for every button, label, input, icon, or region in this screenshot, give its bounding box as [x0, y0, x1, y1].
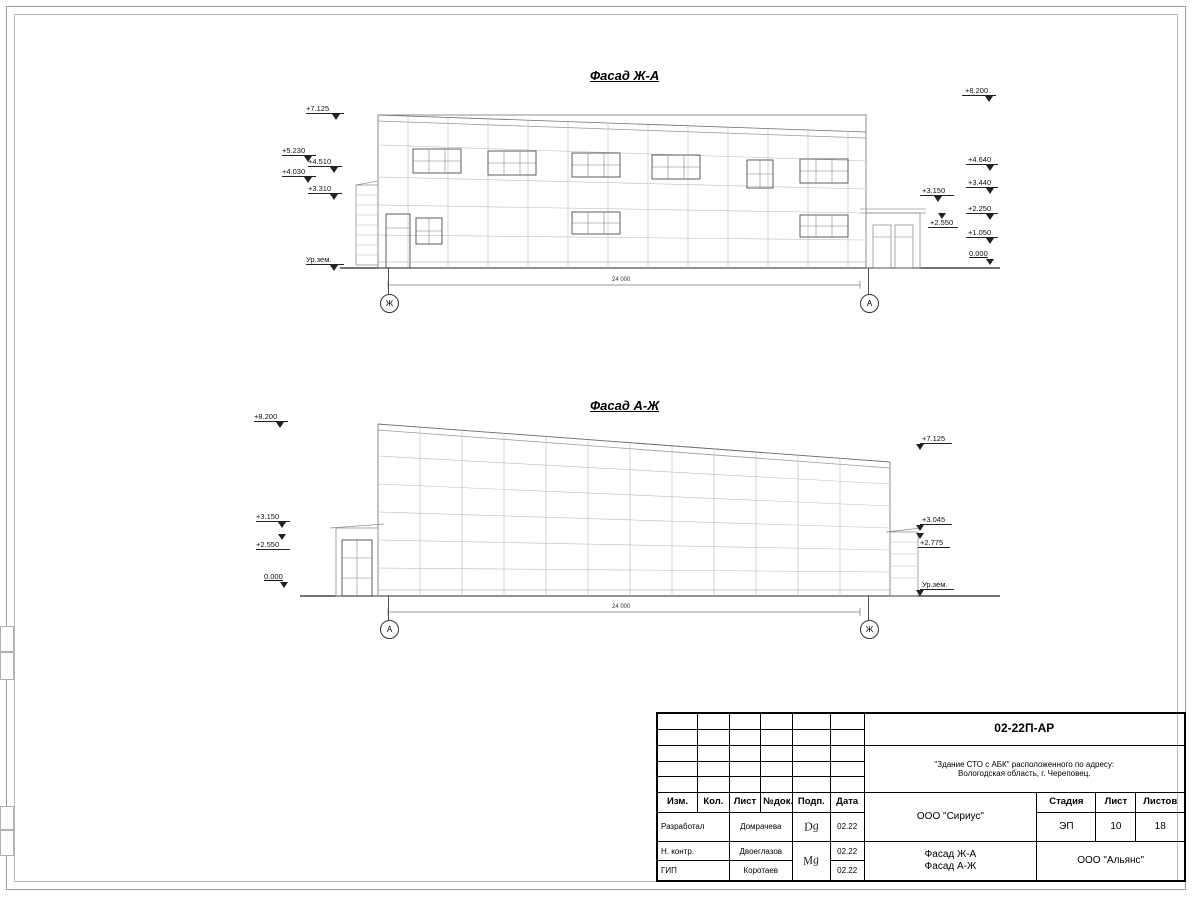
elev1-level-right-5: +2.250	[968, 204, 992, 213]
elev2-level-left-0: +8.200	[254, 412, 278, 421]
elev1-level-left-4-mark	[330, 194, 338, 200]
stamp-blank-cell	[658, 761, 698, 777]
title-block	[656, 712, 1186, 882]
stamp-col-podp: Подп.	[792, 793, 830, 813]
stamp-blank-cell	[830, 745, 864, 761]
elev1-level-right-5-mark	[986, 214, 994, 220]
elev1-level-right-2-mark	[986, 188, 994, 194]
elev1-level-left-0: +7.125	[306, 104, 330, 113]
elev2-level-left-2-mark	[278, 534, 286, 540]
stamp-blank-cell	[658, 777, 698, 793]
stage-value: ЭП	[1037, 812, 1096, 841]
object-description-line1: "Здание СТО с АБК" расположенного по адресу:	[934, 759, 1115, 769]
elev2-ground-line	[920, 589, 954, 590]
elev1-level-right-1-mark	[986, 165, 994, 171]
stamp-blank-cell	[830, 729, 864, 745]
elev1-level-right-6: +1.050	[968, 228, 992, 237]
sheet-title-line1: Фасад Ж-А	[924, 849, 977, 861]
elev1-level-right-1: +4.640	[968, 155, 992, 164]
elev1-axis-left: Ж	[380, 294, 399, 313]
stamp-blank-cell	[761, 714, 793, 730]
left-margin-strip-3	[0, 806, 14, 830]
elev1-ground-line	[306, 264, 344, 265]
role-developer: Разработал	[658, 812, 730, 841]
elev2-level-right-2-line	[918, 547, 950, 548]
date-developer: 02.22	[830, 812, 864, 841]
elev2-axis-right: Ж	[860, 620, 879, 639]
elev1-level-right-7-mark	[986, 259, 994, 265]
date-gip: 02.22	[830, 861, 864, 881]
stamp-blank-cell	[761, 761, 793, 777]
elevation-1-drawing	[300, 85, 1020, 315]
stamp-blank-cell	[729, 745, 761, 761]
elevation-2-title: Фасад А-Ж	[590, 398, 660, 413]
elev2-level-left-1-mark	[278, 522, 286, 528]
role-gip: ГИП	[658, 861, 730, 881]
stamp-blank-cell	[729, 714, 761, 730]
sheet-title-line2: Фасад А-Ж	[924, 860, 977, 872]
elevation-1-svg	[300, 85, 1020, 315]
elev1-level-left-4: +3.310	[308, 184, 332, 193]
sheet-title	[864, 841, 1037, 880]
elev2-level-right-0-mark	[916, 444, 924, 450]
elev1-level-right-4-line	[928, 227, 958, 228]
elev2-level-right-0: +7.125	[922, 434, 946, 443]
stamp-blank-cell	[761, 729, 793, 745]
signature-norm-control	[792, 841, 830, 880]
signature-glyph: Dg	[802, 817, 820, 834]
elev1-level-left-2: +4.510	[308, 157, 332, 166]
stamp-blank-cell	[698, 777, 730, 793]
elev1-level-right-4-mark	[938, 213, 946, 219]
left-margin-strip-4	[0, 830, 14, 856]
elev1-axis-right: А	[860, 294, 879, 313]
elev1-level-right-2: +3.440	[968, 178, 992, 187]
object-description	[864, 745, 1184, 793]
stamp-blank-cell	[729, 761, 761, 777]
designer-company: ООО "Сириус"	[864, 793, 1037, 842]
stamp-blank-cell	[698, 761, 730, 777]
elev2-axis-left-stem	[388, 596, 389, 620]
stamp-blank-cell	[792, 745, 830, 761]
drawing-number: 02-22П-АР	[864, 714, 1184, 746]
role-norm-control: Н. контр.	[658, 841, 730, 861]
sheet-value: 10	[1096, 812, 1136, 841]
elev2-level-right-1-line	[920, 524, 952, 525]
stamp-blank-cell	[761, 777, 793, 793]
elev1-level-right-0: +8.200	[965, 86, 989, 95]
stamp-blank-cell	[698, 714, 730, 730]
elev2-level-right-2: +2.775	[920, 538, 944, 547]
name-developer: Домрачева	[729, 812, 792, 841]
stamp-col-ndok: №док.	[761, 793, 793, 813]
elev2-level-left-0-mark	[276, 422, 284, 428]
stamp-blank-cell	[761, 745, 793, 761]
stamp-col-kol: Кол.	[698, 793, 730, 813]
stamp-blank-cell	[658, 714, 698, 730]
elevation-1-title: Фасад Ж-А	[590, 68, 660, 83]
elev2-axis-right-stem	[868, 596, 869, 620]
signature-glyph: Mg	[802, 852, 821, 869]
sheet-header: Лист	[1096, 793, 1136, 813]
stamp-col-izm: Изм.	[658, 793, 698, 813]
elev2-level-left-2: +2.550	[256, 540, 280, 549]
title-block-table	[657, 713, 1185, 881]
elev2-ground-mark	[916, 590, 924, 596]
stamp-blank-cell	[698, 745, 730, 761]
elev2-level-right-0-line	[920, 443, 952, 444]
stamp-blank-cell	[729, 729, 761, 745]
object-description-line2: Вологодская область, г. Череповец.	[958, 768, 1091, 778]
stamp-blank-cell	[830, 761, 864, 777]
elev1-level-right-6-mark	[986, 238, 994, 244]
stamp-blank-cell	[729, 777, 761, 793]
elev1-axis-left-stem	[388, 268, 389, 294]
elev2-ground-label: Ур.зем.	[922, 580, 948, 589]
stamp-blank-cell	[658, 729, 698, 745]
elev2-overall-dimension: 24 000	[612, 604, 631, 610]
elev1-level-right-4: +2.550	[930, 218, 954, 227]
elev2-level-right-1: +3.045	[922, 515, 946, 524]
date-norm-control: 02.22	[830, 841, 864, 861]
elev2-level-right-1-mark	[916, 525, 924, 531]
elev1-axis-right-stem	[868, 268, 869, 294]
elev1-ground-label: Ур.зем.	[306, 255, 332, 264]
elev1-level-left-2-mark	[330, 167, 338, 173]
elevation-2-svg	[300, 412, 1020, 627]
elev2-level-left-1: +3.150	[256, 512, 280, 521]
elev1-level-right-3-mark	[934, 196, 942, 202]
elev2-level-left-2-line	[256, 549, 290, 550]
left-margin-strip-1	[0, 626, 14, 652]
stamp-blank-cell	[792, 729, 830, 745]
client-company: ООО "Альянс"	[1037, 841, 1185, 880]
elevation-2-drawing	[300, 412, 1020, 627]
stamp-col-list: Лист	[729, 793, 761, 813]
stamp-blank-cell	[792, 777, 830, 793]
name-gip: Коротаев	[729, 861, 792, 881]
sheets-total-value: 18	[1136, 812, 1185, 841]
stamp-blank-cell	[792, 714, 830, 730]
stamp-blank-cell	[792, 761, 830, 777]
elev2-axis-left: А	[380, 620, 399, 639]
signature-developer	[792, 812, 830, 841]
elev1-level-left-1: +5.230	[282, 146, 306, 155]
elev2-level-left-3: 0.000	[264, 572, 283, 581]
stamp-blank-cell	[830, 777, 864, 793]
elev2-level-left-3-mark	[280, 582, 288, 588]
elev1-ground-mark	[330, 265, 338, 271]
left-margin-strip-2	[0, 652, 14, 680]
name-norm-control: Двоеглазов	[729, 841, 792, 861]
elev1-level-left-3: +4.030	[282, 167, 306, 176]
elev1-overall-dimension: 24 000	[612, 277, 631, 283]
stamp-blank-cell	[830, 714, 864, 730]
elev1-level-right-3: +3.150	[922, 186, 946, 195]
elev1-level-left-3-mark	[304, 177, 312, 183]
elev2-level-right-2-mark	[916, 533, 924, 539]
stage-header: Стадия	[1037, 793, 1096, 813]
stamp-blank-cell	[698, 729, 730, 745]
stamp-blank-cell	[658, 745, 698, 761]
sheets-total-header: Листов	[1136, 793, 1185, 813]
elev1-level-right-0-mark	[985, 96, 993, 102]
elev1-level-left-0-mark	[332, 114, 340, 120]
stamp-col-data: Дата	[830, 793, 864, 813]
elev1-level-right-7: 0.000	[969, 249, 988, 258]
